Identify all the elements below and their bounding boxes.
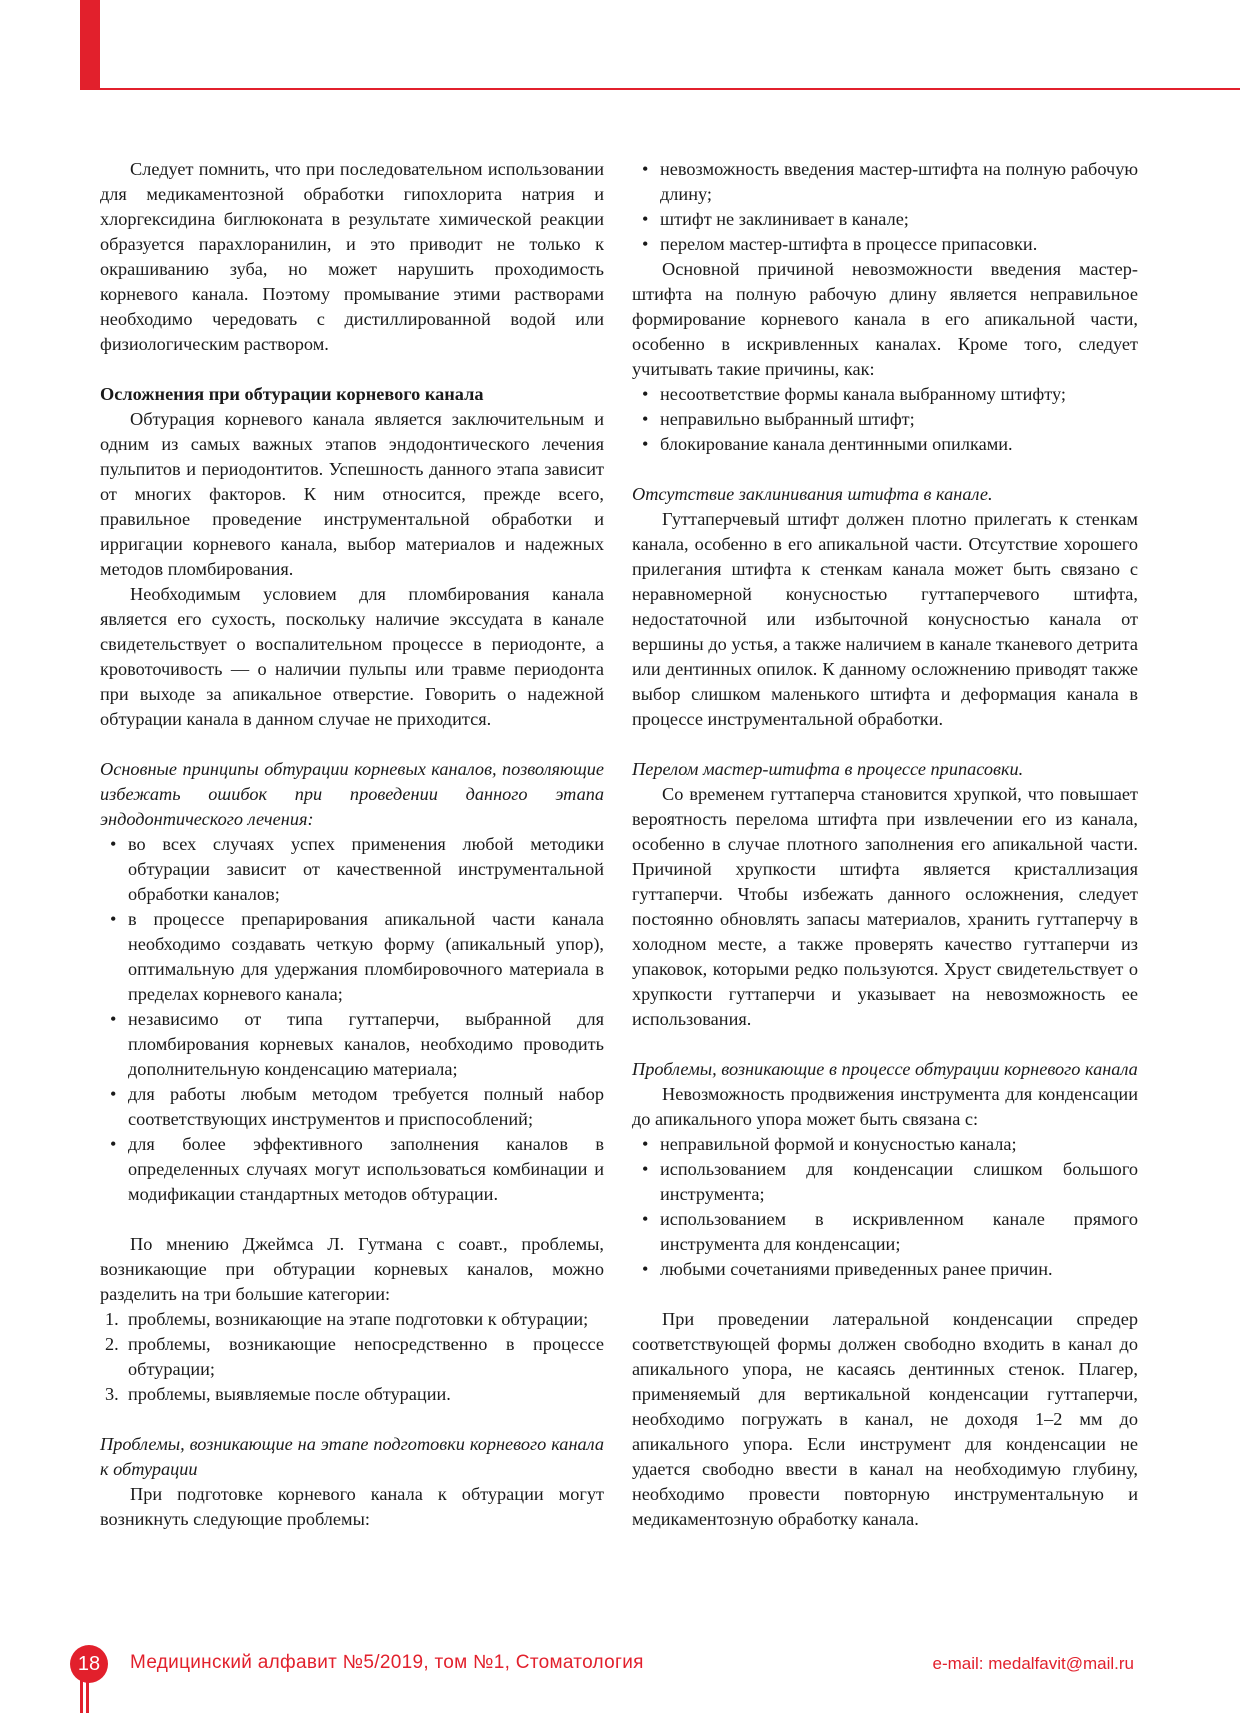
subheading: Перелом мастер-штифта в процессе припасовки. xyxy=(632,759,1024,779)
section-heading: Осложнения при обтурации корневого канала xyxy=(100,384,484,404)
list-item: • независимо от типа гуттаперчи, выбранной для пломбирования корневых каналов, необходимо проводить дополнительную конденсацию материала; xyxy=(100,1007,604,1082)
header-rule xyxy=(80,88,1240,90)
paragraph: По мнению Джеймса Л. Гутмана с соавт., проблемы, возникающие при обтурации корневых каналов, можно разделить на три большие категории: xyxy=(100,1234,604,1304)
list-item: • использованием для конденсации слишком большого инструмента; xyxy=(632,1157,1138,1207)
bullet-list xyxy=(632,157,1138,257)
list-item: • неправильной формой и конусностью канала; xyxy=(632,1132,1138,1157)
bullet-list xyxy=(632,1132,1138,1282)
list-item: • несоответствие формы канала выбранному штифту; xyxy=(632,382,1138,407)
header-red-bar xyxy=(80,0,100,90)
subheading: Проблемы, возникающие в процессе обтурации корневого канала xyxy=(632,1059,1138,1079)
list-item: 1. проблемы, возникающие на этапе подготовки к обтурации; xyxy=(105,1309,589,1329)
list-item: • во всех случаях успех применения любой методики обтурации зависит от качественной инструментальной обработки каналов; xyxy=(100,832,604,907)
paragraph: При проведении латеральной конденсации спредер соответствующей формы должен свободно входить в канал до апикального упора, не касаясь дентинных стенок. Плагер, применяемый для вертикальной конденсации гуттаперчи, необходимо погружать в канал, не доходя 1–2 мм до апикального упора. Если инструмент для конденсации не удается свободно ввести в канал на необходимую глубину, необходимо провести повторную инструментальную и медикаментозную обработку канала. xyxy=(632,1309,1138,1529)
paragraph: Невозможность продвижения инструмента для конденсации до апикального упора может быть связана с: xyxy=(632,1084,1138,1129)
list-item: • блокирование канала дентинными опилками. xyxy=(632,432,1138,457)
subheading: Отсутствие заклинивания штифта в канале. xyxy=(632,484,993,504)
subheading: Основные принципы обтурации корневых каналов, позволяющие избежать ошибок при проведении данного этапа эндодонтического лечения: xyxy=(100,759,604,829)
right-column xyxy=(632,157,1138,1532)
paragraph: Основной причиной невозможности введения мастер-штифта на полную рабочую длину является неправильное формирование корневого канала в его апикальной части, особенно в искривленных каналах. Кроме того, следует учитывать такие причины, как: xyxy=(632,259,1138,379)
bullet-list xyxy=(632,382,1138,457)
list-item: • неправильно выбранный штифт; xyxy=(632,407,1138,432)
paragraph: Обтурация корневого канала является заключительным и одним из самых важных этапов эндодонтического лечения пульпитов и периодонтитов. Успешность данного этапа зависит от многих факторов. К ним относится, прежде всего, правильное проведение инструментальной обработки и ирригации корневого канала, выбор материалов и надежных методов пломбирования. xyxy=(100,409,604,579)
list-item: • в процессе препарирования апикальной части канала необходимо создавать четкую форму (апикальный упор), оптимальную для удержания пломбировочного материала в пределах корневого канала; xyxy=(100,907,604,1007)
numbered-list xyxy=(100,1307,604,1407)
left-column xyxy=(100,157,604,1532)
paragraph: Гуттаперчевый штифт должен плотно прилегать к стенкам канала, особенно в его апикальной части. Отсутствие хорошего прилегания штифта к стенкам канала может быть связано с неравномерной конусностью гуттаперчевого штифта, недостаточной или избыточной конусностью канала от вершины до устья, а также наличием в канале тканевого детрита или дентинных опилок. К данному осложнению приводят также выбор слишком маленького штифта и деформация канала в процессе инструментальной обработки. xyxy=(632,509,1138,729)
list-item: • штифт не заклинивает в канале; xyxy=(632,207,1138,232)
list-item: • перелом мастер-штифта в процессе припасовки. xyxy=(632,232,1138,257)
paragraph: Необходимым условием для пломбирования канала является его сухость, поскольку наличие экссудата в канале свидетельствует о воспалительном процессе в периодонте, а кровоточивость — о наличии пульпы или травме периодонта при выходе за апикальное отверстие. Говорить о надежной обтурации канала в данном случае не приходится. xyxy=(100,584,604,729)
footer-journal-title: Медицинский алфавит №5/2019, том №1, Стоматология xyxy=(130,1652,644,1673)
list-item: • невозможность введения мастер-штифта на полную рабочую длину; xyxy=(632,157,1138,207)
list-item: • для более эффективного заполнения каналов в определенных случаях могут использоваться комбинации и модификации стандартных методов обтурации. xyxy=(100,1132,604,1207)
bullet-list xyxy=(100,832,604,1207)
list-item: • любыми сочетаниями приведенных ранее причин. xyxy=(632,1257,1138,1282)
footer-email: e-mail: medalfavit@mail.ru xyxy=(932,1654,1134,1673)
paragraph: Со временем гуттаперча становится хрупкой, что повышает вероятность перелома штифта при извлечении его из канала, особенно в случае плотного заполнения его апикальной части. Причиной хрупкости штифта является кристаллизация гуттаперчи. Чтобы избежать данного осложнения, следует постоянно обновлять запасы материалов, хранить гуттаперчу в холодном месте, а также проверять качество гуттаперчи из упаковок, которыми редко пользуются. Хруст свидетельствует о хрупкости гуттаперчи и указывает на невозможность ее использования. xyxy=(632,784,1138,1029)
subheading: Проблемы, возникающие на этапе подготовки корневого канала к обтурации xyxy=(100,1434,604,1479)
list-item: • использованием в искривленном канале прямого инструмента для конденсации; xyxy=(632,1207,1138,1257)
list-item: • для работы любым методом требуется полный набор соответствующих инструментов и приспособлений; xyxy=(100,1082,604,1132)
paragraph: Следует помнить, что при последовательном использовании для медикаментозной обработки гипохлорита натрия и хлоргексидина биглюконата в результате химической реакции образуется парахлоранилин, и это приводит не только к окрашиванию зуба, но может нарушить проходимость корневого канала. Поэтому промывание этими растворами необходимо чередовать с дистиллированной водой или физиологическим раствором. xyxy=(100,159,604,354)
paragraph: При подготовке корневого канала к обтурации могут возникнуть следующие проблемы: xyxy=(100,1484,604,1529)
page-number: 18 xyxy=(70,1645,108,1683)
list-item: 3. проблемы, выявляемые после обтурации. xyxy=(105,1384,451,1404)
list-item: 2. проблемы, возникающие непосредственно в процессе обтурации; xyxy=(105,1334,604,1379)
